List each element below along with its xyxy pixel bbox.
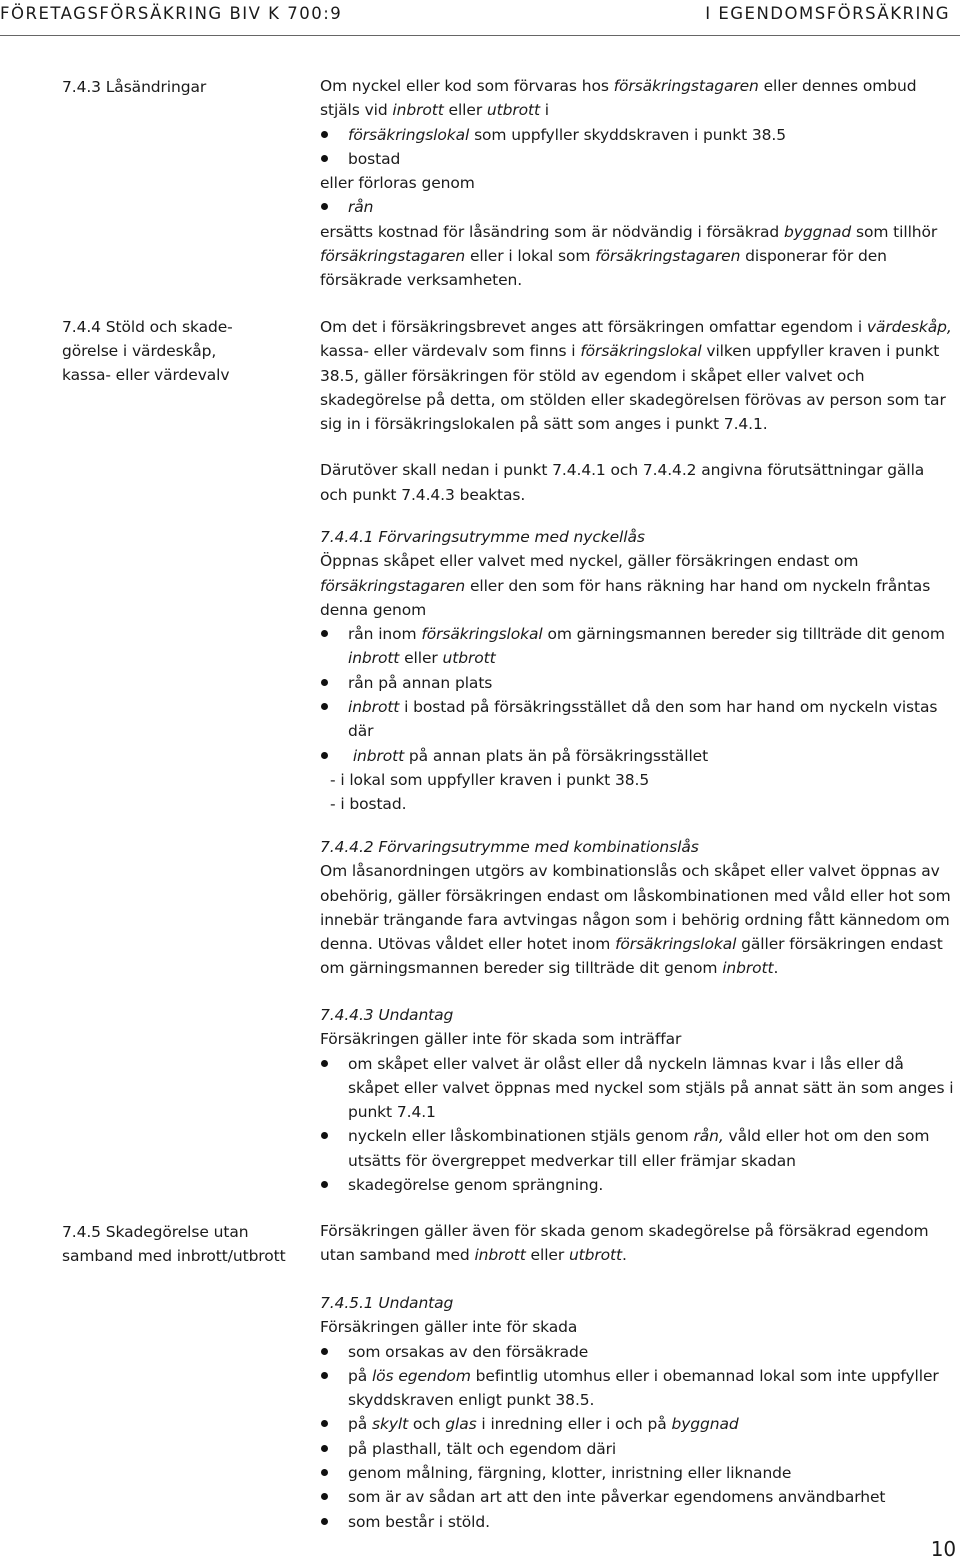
list-item: på skylt och glas i inredning eller i och på byggnad (320, 1412, 954, 1436)
sub-item: - i lokal som uppfyller kraven i punkt 38.5 (330, 770, 650, 789)
paragraph: Försäkringen gäller inte för skada som inträffar (320, 1030, 682, 1049)
bullet-list (320, 123, 954, 172)
page-number: 10 (930, 1537, 956, 1561)
heading-7-4-5: 7.4.5 Skadegörelse utan samband med inbrott/utbrott (62, 1223, 286, 1265)
heading-7-4-3: 7.4.3 Låsändringar (62, 78, 207, 96)
section-7-4-3 (320, 74, 954, 293)
list-item: rån (320, 195, 954, 219)
section-7-4-4-3 (320, 1003, 954, 1197)
list-item: försäkringslokal som uppfyller skyddskraven i punkt 38.5 (320, 123, 954, 147)
section-7-4-4-2 (320, 835, 954, 981)
paragraph: Därutöver skall nedan i punkt 7.4.4.1 och 7.4.4.2 angivna förutsättningar gälla och punkt 7.4.4.3 beaktas. (320, 461, 925, 504)
paragraph: Om nyckel eller kod som förvaras hos försäkringstagaren eller dennes ombud stjäls vid inbrott eller utbrott i (320, 77, 917, 120)
list-item: som orsakas av den försäkrade (320, 1340, 954, 1364)
list-item: om skåpet eller valvet är olåst eller då nyckeln lämnas kvar i lås eller då skåpet eller valvet öppnas med nyckel som stjäls på annat sätt än som anges i punkt 7.4.1 (320, 1052, 954, 1125)
header-right: I EGENDOMSFÖRSÄKRING (705, 4, 950, 23)
list-item: genom målning, färgning, klotter, inristning eller liknande (320, 1461, 954, 1485)
list-item: nyckeln eller låskombinationen stjäls genom rån, våld eller hot om den som utsätts för övergreppet medverkar till eller främjar skadan (320, 1124, 954, 1173)
paragraph: Om låsanordningen utgörs av kombinationslås och skåpet eller valvet öppnas av obehörig, gäller försäkringen endast om låskombinationen med våld eller hot som innebär trängande fara avtvingas någon som i behörig ordning fått kännedom om denna. Utövas våldet eller hotet inom försäkringslokal gäller försäkringen endast om gärningsmannen bereder sig tillträde dit genom inbrott. (320, 862, 951, 978)
paragraph: ersätts kostnad för låsändring som är nödvändig i försäkrad byggnad som tillhör försäkringstagaren eller i lokal som försäkringstagaren disponerar för den försäkrade verksamheten. (320, 222, 938, 290)
section-7-4-4 (320, 315, 954, 507)
list-item: på plasthall, tält och egendom däri (320, 1437, 954, 1461)
list-item: som är av sådan art att den inte påverkar egendomens användbarhet (320, 1485, 954, 1509)
heading-7-4-4: 7.4.4 Stöld och skade- görelse i värdeskåp, kassa- eller värdevalv (62, 318, 233, 384)
list-item: på lös egendom befintlig utomhus eller i obemannad lokal som inte uppfyller skyddskraven enligt punkt 38.5. (320, 1364, 954, 1413)
paragraph: Om det i försäkringsbrevet anges att försäkringen omfattar egendom i värdeskåp, kassa- eller värdevalv som finns i försäkringslokal vilken uppfyller kraven i punkt 38.5, gäller försäkringen för stöld av egendom i skåpet eller valvet och skadegörelse på detta, om stölden eller skadegörelsen förövas av person som tar sig in i försäkringslokalen på sätt som anges i punkt 7.4.1. (320, 318, 952, 434)
bullet-list (320, 1052, 954, 1198)
header-rule (0, 35, 960, 36)
subsection-title: 7.4.4.1 Förvaringsutrymme med nyckellås (320, 528, 645, 546)
sub-item: - i bostad. (330, 795, 407, 814)
paragraph: Öppnas skåpet eller valvet med nyckel, gäller försäkringen endast om försäkringstagaren eller den som för hans räkning har hand om nyckeln fråntas denna genom (320, 552, 931, 619)
subsection-title: 7.4.4.3 Undantag (320, 1006, 454, 1024)
subsection-title: 7.4.5.1 Undantag (320, 1294, 454, 1312)
bullet-list (320, 195, 954, 219)
subsection-title: 7.4.4.2 Förvaringsutrymme med kombinationslås (320, 838, 699, 856)
list-item: rån på annan plats (320, 671, 954, 695)
list-item: skadegörelse genom sprängning. (320, 1173, 954, 1197)
list-item: inbrott i bostad på försäkringsstället då den som har hand om nyckeln vistas där (320, 695, 954, 744)
bullet-list (320, 622, 954, 768)
section-7-4-5-1 (320, 1291, 954, 1534)
list-item: rån inom försäkringslokal om gärningsmannen bereder sig tillträde dit genom inbrott eller utbrott (320, 622, 954, 671)
list-item: bostad (320, 147, 954, 171)
list-item: inbrott på annan plats än på försäkringsstället (320, 744, 954, 768)
paragraph: Försäkringen gäller även för skada genom skadegörelse på försäkrad egendom utan samband med inbrott eller utbrott. (320, 1222, 929, 1265)
bullet-list (320, 1340, 954, 1534)
header-left: FÖRETAGSFÖRSÄKRING BIV K 700:9 (0, 4, 343, 23)
section-7-4-4-1 (320, 525, 954, 817)
paragraph: Försäkringen gäller inte för skada (320, 1318, 578, 1337)
section-7-4-5 (320, 1219, 954, 1268)
paragraph: eller förloras genom (320, 174, 475, 193)
list-item: som består i stöld. (320, 1510, 954, 1534)
